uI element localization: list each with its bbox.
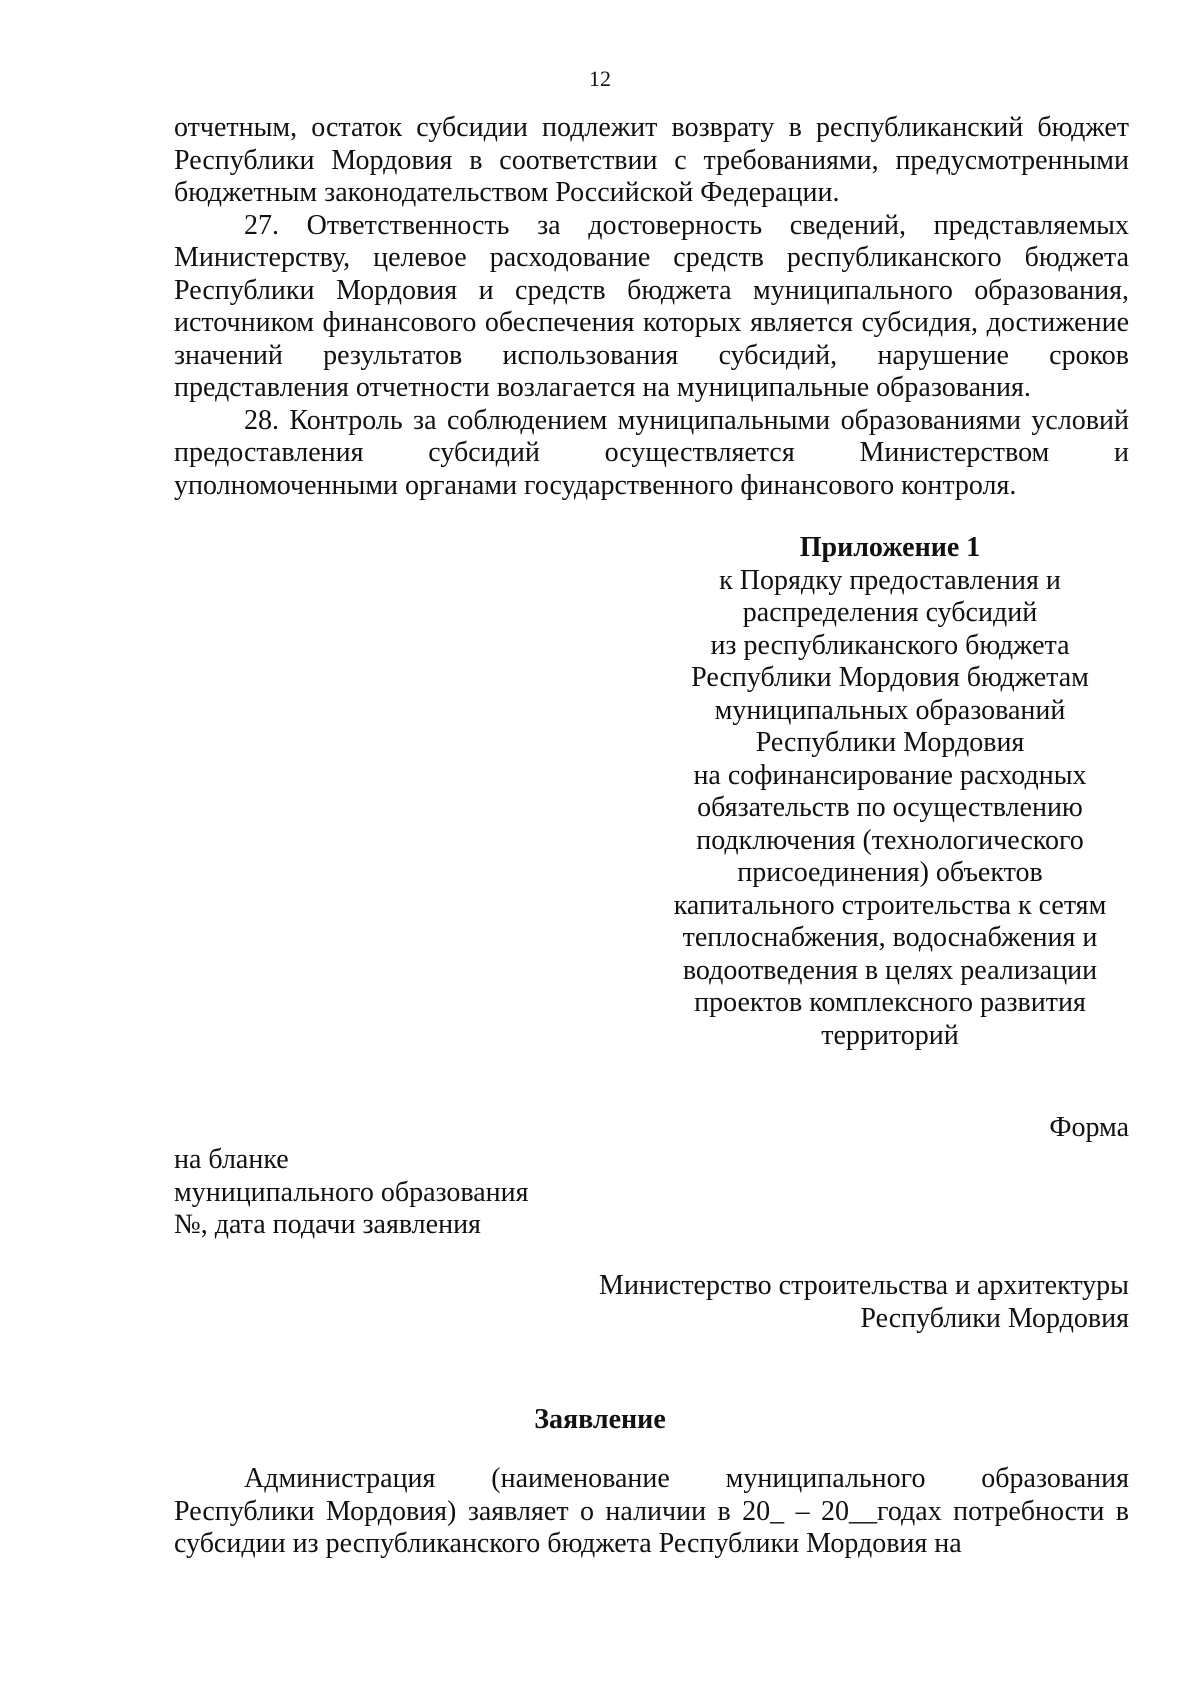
appendix-line: подключения (технологического	[696, 824, 1084, 856]
statement-paragraph: Администрация (наименование муниципального образования Республики Мордовия) заявляет о наличии в 20_ – 20__годах потребности в субсидии из республиканского бюджета Республики Мордовия на	[174, 1463, 1129, 1559]
appendix-line: Республики Мордовия	[755, 727, 1025, 758]
appendix-line: территорий	[821, 1019, 959, 1051]
appendix-title: Приложение 1	[799, 532, 981, 563]
appendix-line: из республиканского бюджета	[710, 629, 1070, 661]
appendix-line: распределения субсидий	[742, 597, 1038, 628]
paragraph-continuation: отчетным, остаток субсидии подлежит возврату в республиканский бюджет Республики Мордовия в соответствии с требованиями, предусмотренными бюджетным законодательством Российской Федерации.	[174, 112, 1129, 208]
letterhead-line: муниципального образования	[174, 1176, 529, 1208]
letterhead-line: №, дата подачи заявления	[174, 1209, 481, 1240]
paragraph-27: 27. Ответственность за достоверность сведений, представляемых Министерству, целевое расходование средств республиканского бюджета Республики Мордовия и средств бюджета муниципального образования, источником финансового обеспечения которых является субсидия, достижение значений результатов использования субсидий, нарушение сроков представления отчетности возлагается на муниципальные образования.	[174, 209, 1129, 403]
appendix-line: капитального строительства к сетям	[673, 889, 1107, 921]
addressee	[599, 1270, 1129, 1335]
addressee-line: Министерство строительства и архитектуры	[599, 1270, 1129, 1301]
appendix-line: теплоснабжения, водоснабжения и	[682, 922, 1098, 953]
body-text-top	[174, 112, 1129, 502]
letterhead-line: на бланке	[174, 1144, 289, 1175]
statement-title: Заявление	[534, 1404, 666, 1435]
statement-body	[174, 1463, 1129, 1561]
appendix-line: Республики Мордовия бюджетам	[691, 662, 1089, 693]
appendix-line: водоотведения в целях реализации	[682, 954, 1098, 986]
form-label: Форма	[1049, 1112, 1129, 1143]
appendix-line: обязательств по осуществлению	[697, 792, 1083, 823]
letterhead-note	[174, 1144, 529, 1242]
page-number: 12	[589, 66, 611, 91]
appendix-line: на софинансирование расходных	[693, 759, 1087, 791]
appendix-line: присоединения) объектов	[737, 857, 1043, 888]
paragraph-28: 28. Контроль за соблюдением муниципальными образованиями условий предоставления субсидий осуществляется Министерством и уполномоченными органами государственного финансового контроля.	[174, 404, 1129, 501]
appendix-line: проектов комплексного развития	[694, 987, 1086, 1018]
appendix-header	[660, 532, 1120, 1052]
addressee-line: Республики Мордовия	[860, 1302, 1129, 1334]
appendix-line: к Порядку предоставления и	[719, 564, 1061, 596]
appendix-line: муниципальных образований	[714, 694, 1066, 726]
